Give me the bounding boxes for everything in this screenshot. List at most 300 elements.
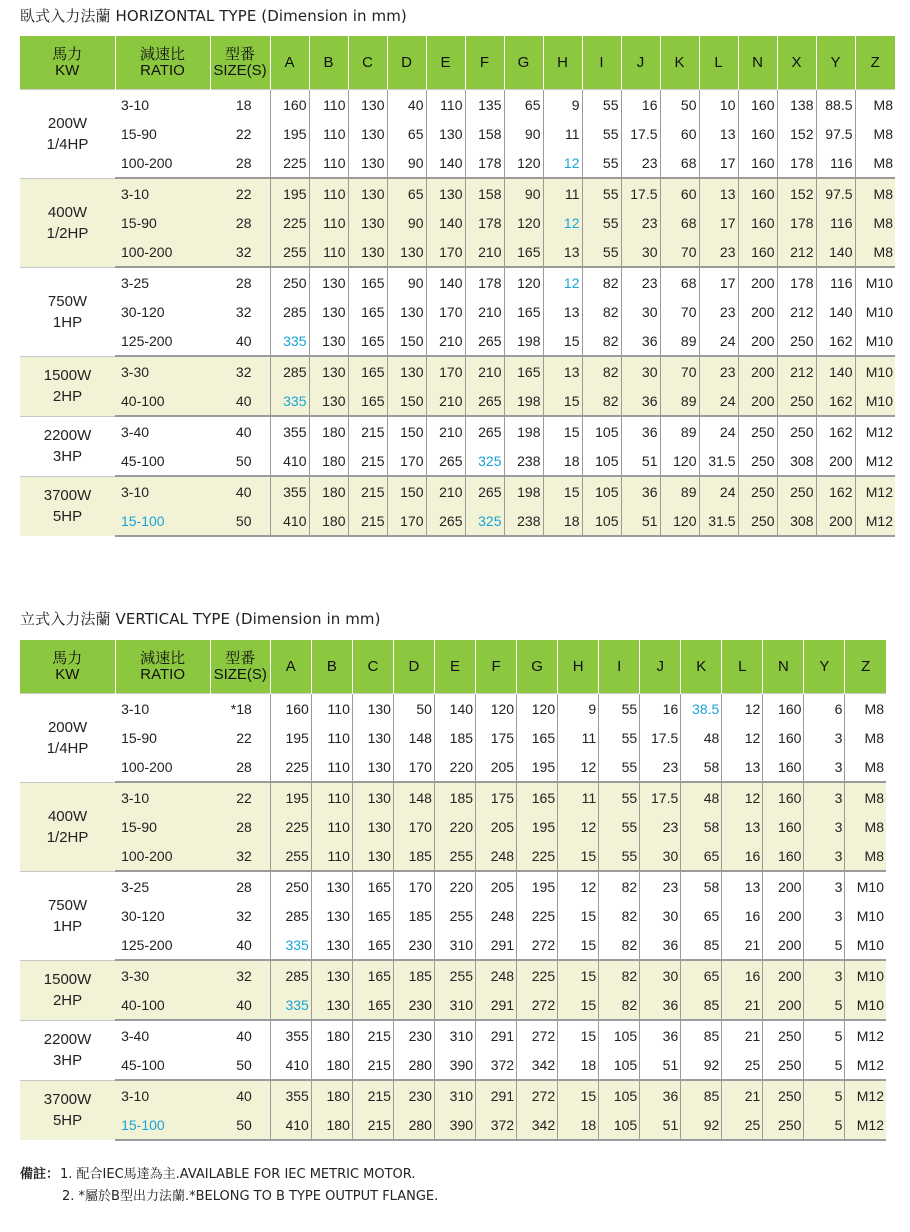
dimension-cell: 210 [426,416,465,446]
dimension-cell: 68 [660,267,699,297]
dimension-cell: 10 [699,90,738,120]
column-header [681,640,722,694]
power-cell [20,960,115,1020]
dimension-cell: 31.5 [699,446,738,476]
dimension-cell: 170 [426,237,465,267]
dimension-cell: 170 [393,752,434,782]
dimension-cell: 180 [311,1050,352,1080]
dimension-cell: 9 [558,694,599,724]
dimension-cell: 272 [517,930,558,960]
dimension-cell: 198 [504,476,543,506]
dimension-cell: 212 [777,356,816,386]
vertical-type-title: 立式入力法蘭 VERTICAL TYPE (Dimension in mm) [20,610,381,628]
dimension-cell: 60 [660,178,699,208]
dimension-cell: 120 [476,694,517,724]
dimension-cell: 162 [816,386,855,416]
dimension-cell: M12 [855,416,895,446]
column-header-label: C [362,53,373,71]
ratio-cell: 3-30 [115,960,210,990]
column-header-label: 型番 [224,45,255,63]
dimension-cell: 130 [387,356,426,386]
dimension-cell: 12 [722,782,763,812]
dimension-cell: 65 [387,119,426,148]
dimension-cell: 308 [777,446,816,476]
dimension-cell: 160 [763,694,804,724]
dimension-cell: 24 [699,476,738,506]
dimension-cell: 55 [599,752,640,782]
dimension-cell: 5 [804,1020,845,1050]
dimension-cell: 308 [777,506,816,536]
dimension-cell: 130 [348,90,387,120]
ratio-cell: 45-100 [115,446,210,476]
dimension-cell: 215 [348,446,387,476]
dimension-cell: 120 [504,148,543,178]
dimension-cell: 285 [270,960,311,990]
column-header-label: D [408,657,420,675]
dimension-cell: 130 [348,237,387,267]
ratio-cell: 3-40 [115,1020,210,1050]
dimension-cell: M8 [855,119,895,148]
dimension-cell: 355 [270,1020,311,1050]
column-header-label: 馬力 [52,45,83,63]
dimension-cell: 210 [426,386,465,416]
dimension-cell: 225 [270,208,309,237]
dimension-cell: 160 [738,148,777,178]
column-header [210,36,270,90]
dimension-cell: 36 [621,326,660,356]
dimension-cell: 250 [738,476,777,506]
dimension-cell: 225 [270,148,309,178]
dimension-cell: 215 [352,1080,393,1110]
power-hp: 1/4HP [46,135,89,153]
column-header [270,36,309,90]
dimension-cell: 105 [599,1020,640,1050]
size-cell: 22 [210,119,270,148]
dimension-cell: 180 [309,476,348,506]
dimension-cell: 165 [517,782,558,812]
dimension-cell: 12 [558,871,599,901]
dimension-cell: 89 [660,476,699,506]
dimension-cell: 335 [270,386,309,416]
table-row [20,901,886,930]
column-header-sublabel: SIZE(S) [213,665,267,683]
dimension-cell: 24 [699,386,738,416]
dimension-cell: 160 [270,694,311,724]
dimension-cell: 110 [309,208,348,237]
dimension-cell: 82 [582,267,621,297]
dimension-cell: 5 [804,1050,845,1080]
dimension-cell: 230 [393,1080,434,1110]
dimension-cell: 21 [722,1020,763,1050]
ratio-cell: 100-200 [115,752,210,782]
dimension-cell: 55 [599,782,640,812]
dimension-cell: M10 [855,267,895,297]
dimension-cell: 225 [270,752,311,782]
ratio-cell: 15-90 [115,119,210,148]
dimension-cell: 85 [681,1020,722,1050]
dimension-cell: 180 [311,1110,352,1140]
dimension-cell: 18 [558,1050,599,1080]
dimension-cell: 110 [309,178,348,208]
column-header-sublabel: KW [55,665,80,683]
column-header-label: B [323,53,334,71]
power-cell [20,90,115,179]
dimension-cell: 90 [504,119,543,148]
dimension-cell: 195 [517,871,558,901]
dimension-cell: 372 [476,1050,517,1080]
size-cell: *18 [210,694,270,724]
dimension-cell: 92 [681,1050,722,1080]
dimension-cell: 12 [543,148,582,178]
ratio-cell: 30-120 [115,901,210,930]
dimension-cell: 16 [722,901,763,930]
horizontal-header-row [20,36,895,90]
dimension-cell: 130 [309,386,348,416]
dimension-cell: 82 [599,871,640,901]
dimension-cell: 215 [348,506,387,536]
dimension-cell: 265 [465,416,504,446]
ratio-cell: 45-100 [115,1050,210,1080]
dimension-cell: 15 [543,386,582,416]
column-header [777,36,816,90]
dimension-cell: 220 [434,871,475,901]
dimension-cell: 110 [309,119,348,148]
dimension-cell: 30 [621,297,660,326]
dimension-cell: 15 [558,841,599,871]
power-hp: 5HP [52,1112,83,1130]
dimension-cell: M8 [855,148,895,178]
dimension-cell: 250 [777,326,816,356]
dimension-cell: 178 [777,208,816,237]
dimension-cell: 116 [816,208,855,237]
dimension-cell: 18 [543,446,582,476]
table-row [20,723,886,752]
column-header [582,36,621,90]
dimension-cell: 110 [311,752,352,782]
power-cell [20,694,115,783]
dimension-cell: 16 [640,694,681,724]
column-header-label: A [285,657,296,675]
dimension-cell: 18 [543,506,582,536]
dimension-cell: 130 [352,752,393,782]
dimension-cell: 5 [804,1110,845,1140]
table-row [20,812,886,841]
dimension-cell: 250 [270,267,309,297]
dimension-cell: 335 [270,326,309,356]
dimension-cell: 130 [348,208,387,237]
ratio-cell: 3-10 [115,178,210,208]
dimension-cell: 165 [352,930,393,960]
ratio-cell: 3-10 [115,694,210,724]
power-cell [20,178,115,267]
dimension-cell: 250 [777,476,816,506]
dimension-cell: 180 [311,1020,352,1050]
power-kw: 1500W [43,367,92,384]
dimension-cell: 212 [777,297,816,326]
ratio-cell: 3-10 [115,782,210,812]
column-header [270,640,311,694]
dimension-cell: 310 [434,990,475,1020]
ratio-cell: 40-100 [115,990,210,1020]
dimension-cell: 152 [777,178,816,208]
dimension-cell: 170 [426,356,465,386]
column-header-label: E [440,53,451,71]
dimension-cell: 198 [504,416,543,446]
dimension-cell: 160 [763,812,804,841]
dimension-cell: 82 [599,990,640,1020]
dimension-cell: 160 [738,119,777,148]
dimension-cell: 265 [465,386,504,416]
dimension-cell: 178 [465,148,504,178]
dimension-cell: 13 [699,178,738,208]
column-header [816,36,855,90]
column-header [558,640,599,694]
dimension-cell: 30 [640,960,681,990]
ratio-cell: 40-100 [115,386,210,416]
dimension-cell: 82 [599,930,640,960]
column-header [348,36,387,90]
ratio-cell: 15-90 [115,812,210,841]
dimension-cell: 16 [722,841,763,871]
dimension-cell: 36 [640,1020,681,1050]
dimension-cell: 65 [681,960,722,990]
dimension-cell: 250 [270,871,311,901]
dimension-cell: 30 [621,237,660,267]
dimension-cell: 342 [517,1050,558,1080]
dimension-cell: M8 [845,752,886,782]
dimension-cell: 160 [763,841,804,871]
dimension-cell: 165 [517,723,558,752]
dimension-cell: 3 [804,841,845,871]
dimension-cell: 265 [426,446,465,476]
table-row [20,782,886,812]
dimension-cell: 325 [465,506,504,536]
dimension-cell: 165 [348,356,387,386]
dimension-cell: 335 [270,930,311,960]
dimension-cell: 185 [393,901,434,930]
size-cell: 22 [210,178,270,208]
column-header-label: G [517,53,530,71]
dimension-cell: 170 [387,446,426,476]
dimension-cell: 97.5 [816,119,855,148]
dimension-cell: 105 [582,476,621,506]
ratio-cell: 125-200 [115,930,210,960]
dimension-cell: 12 [558,812,599,841]
dimension-cell: M10 [855,326,895,356]
column-header-label: A [284,53,295,71]
horizontal-type-title: 臥式入力法蘭 HORIZONTAL TYPE (Dimension in mm) [20,7,407,25]
size-cell: 50 [210,506,270,536]
dimension-cell: 5 [804,990,845,1020]
size-cell: 40 [210,930,270,960]
dimension-cell: 12 [722,723,763,752]
column-header [621,36,660,90]
dimension-cell: 138 [777,90,816,120]
dimension-cell: 120 [660,446,699,476]
dimension-cell: 140 [816,297,855,326]
dimension-cell: 160 [763,723,804,752]
dimension-cell: 160 [270,90,309,120]
dimension-cell: 30 [621,356,660,386]
size-cell: 40 [210,1020,270,1050]
table-row [20,208,895,237]
power-cell [20,1020,115,1080]
size-cell: 28 [210,267,270,297]
dimension-cell: 16 [722,960,763,990]
dimension-cell: 130 [352,782,393,812]
dimension-cell: 170 [426,297,465,326]
size-cell: 32 [210,901,270,930]
dimension-cell: M8 [845,812,886,841]
dimension-cell: M10 [855,356,895,386]
power-cell [20,1080,115,1140]
dimension-cell: 325 [465,446,504,476]
dimension-cell: 130 [426,178,465,208]
table-row [20,1080,886,1110]
ratio-cell: 3-40 [115,416,210,446]
ratio-cell: 100-200 [115,237,210,267]
dimension-cell: 140 [816,237,855,267]
dimension-cell: 15 [558,960,599,990]
ratio-cell: 3-10 [115,476,210,506]
dimension-cell: M8 [855,178,895,208]
dimension-cell: 291 [476,990,517,1020]
power-kw: 400W [47,807,88,825]
dimension-cell: 116 [816,267,855,297]
column-header-label: 減速比 [139,45,185,63]
dimension-cell: M12 [845,1080,886,1110]
dimension-cell: 198 [504,326,543,356]
dimension-cell: 130 [352,841,393,871]
dimension-cell: 30 [640,901,681,930]
dimension-cell: 36 [640,930,681,960]
dimension-cell: 90 [387,267,426,297]
dimension-cell: 23 [699,297,738,326]
dimension-cell: 6 [804,694,845,724]
dimension-cell: 105 [599,1050,640,1080]
column-header [393,640,434,694]
dimension-cell: M10 [845,901,886,930]
dimension-cell: 120 [504,208,543,237]
dimension-cell: M8 [845,723,886,752]
dimension-cell: 248 [476,841,517,871]
dimension-cell: 210 [426,326,465,356]
dimension-cell: 130 [352,694,393,724]
column-header [660,36,699,90]
dimension-cell: M10 [845,990,886,1020]
power-hp: 1HP [52,917,83,935]
dimension-cell: 17 [699,208,738,237]
dimension-cell: 165 [348,326,387,356]
column-header [352,640,393,694]
dimension-cell: 130 [309,356,348,386]
table-row [20,990,886,1020]
dimension-cell: 372 [476,1110,517,1140]
column-header-label: J [636,53,645,71]
dimension-cell: 40 [387,90,426,120]
dimension-cell: 12 [558,752,599,782]
dimension-cell: 105 [582,446,621,476]
dimension-cell: 23 [621,208,660,237]
dimension-cell: 110 [311,812,352,841]
dimension-cell: 225 [517,960,558,990]
dimension-cell: 110 [309,148,348,178]
column-header-label: L [738,657,747,675]
dimension-cell: 21 [722,930,763,960]
dimension-cell: 58 [681,871,722,901]
dimension-cell: 342 [517,1110,558,1140]
table-row [20,1020,886,1050]
dimension-cell: M12 [855,476,895,506]
ratio-cell: 15-100 [115,1110,210,1140]
ratio-cell: 3-10 [115,90,210,120]
column-header-label: G [531,657,543,675]
column-header-label: I [599,53,604,71]
dimension-cell: 210 [465,297,504,326]
dimension-cell: 130 [348,119,387,148]
dimension-cell: 255 [434,960,475,990]
dimension-cell: 200 [763,930,804,960]
power-hp: 1HP [52,313,83,331]
dimension-cell: 51 [621,506,660,536]
dimension-cell: 105 [582,506,621,536]
dimension-cell: 158 [465,119,504,148]
ratio-cell: 100-200 [115,841,210,871]
power-hp: 1/2HP [46,224,89,242]
dimension-cell: 130 [311,960,352,990]
dimension-cell: 238 [504,506,543,536]
dimension-cell: 12 [722,694,763,724]
dimension-cell: 11 [543,178,582,208]
dimension-cell: 82 [599,901,640,930]
dimension-cell: 230 [393,1020,434,1050]
dimension-cell: 50 [393,694,434,724]
dimension-cell: 158 [465,178,504,208]
dimension-cell: 225 [517,901,558,930]
table-row [20,930,886,960]
dimension-cell: 238 [504,446,543,476]
ratio-cell: 100-200 [115,148,210,178]
dimension-cell: 88.5 [816,90,855,120]
dimension-cell: 58 [681,752,722,782]
dimension-cell: 55 [599,841,640,871]
size-cell: 50 [210,446,270,476]
dimension-cell: 165 [504,297,543,326]
dimension-cell: 200 [738,356,777,386]
column-header-sublabel: RATIO [140,665,186,683]
dimension-cell: 82 [582,356,621,386]
column-header-sublabel: SIZE(S) [213,61,267,79]
dimension-cell: 248 [476,960,517,990]
dimension-cell: 105 [599,1110,640,1140]
dimension-cell: 130 [311,871,352,901]
dimension-cell: 160 [738,237,777,267]
dimension-cell: 160 [738,178,777,208]
dimension-cell: 110 [309,90,348,120]
dimension-cell: M12 [855,446,895,476]
dimension-cell: 55 [582,90,621,120]
dimension-cell: 178 [465,267,504,297]
dimension-cell: 170 [393,871,434,901]
dimension-cell: 68 [660,208,699,237]
dimension-cell: 230 [393,990,434,1020]
dimension-cell: 195 [517,812,558,841]
column-header [855,36,895,90]
dimension-cell: 82 [582,326,621,356]
dimension-cell: 175 [476,782,517,812]
dimension-cell: 210 [426,476,465,506]
dimension-cell: 180 [311,1080,352,1110]
